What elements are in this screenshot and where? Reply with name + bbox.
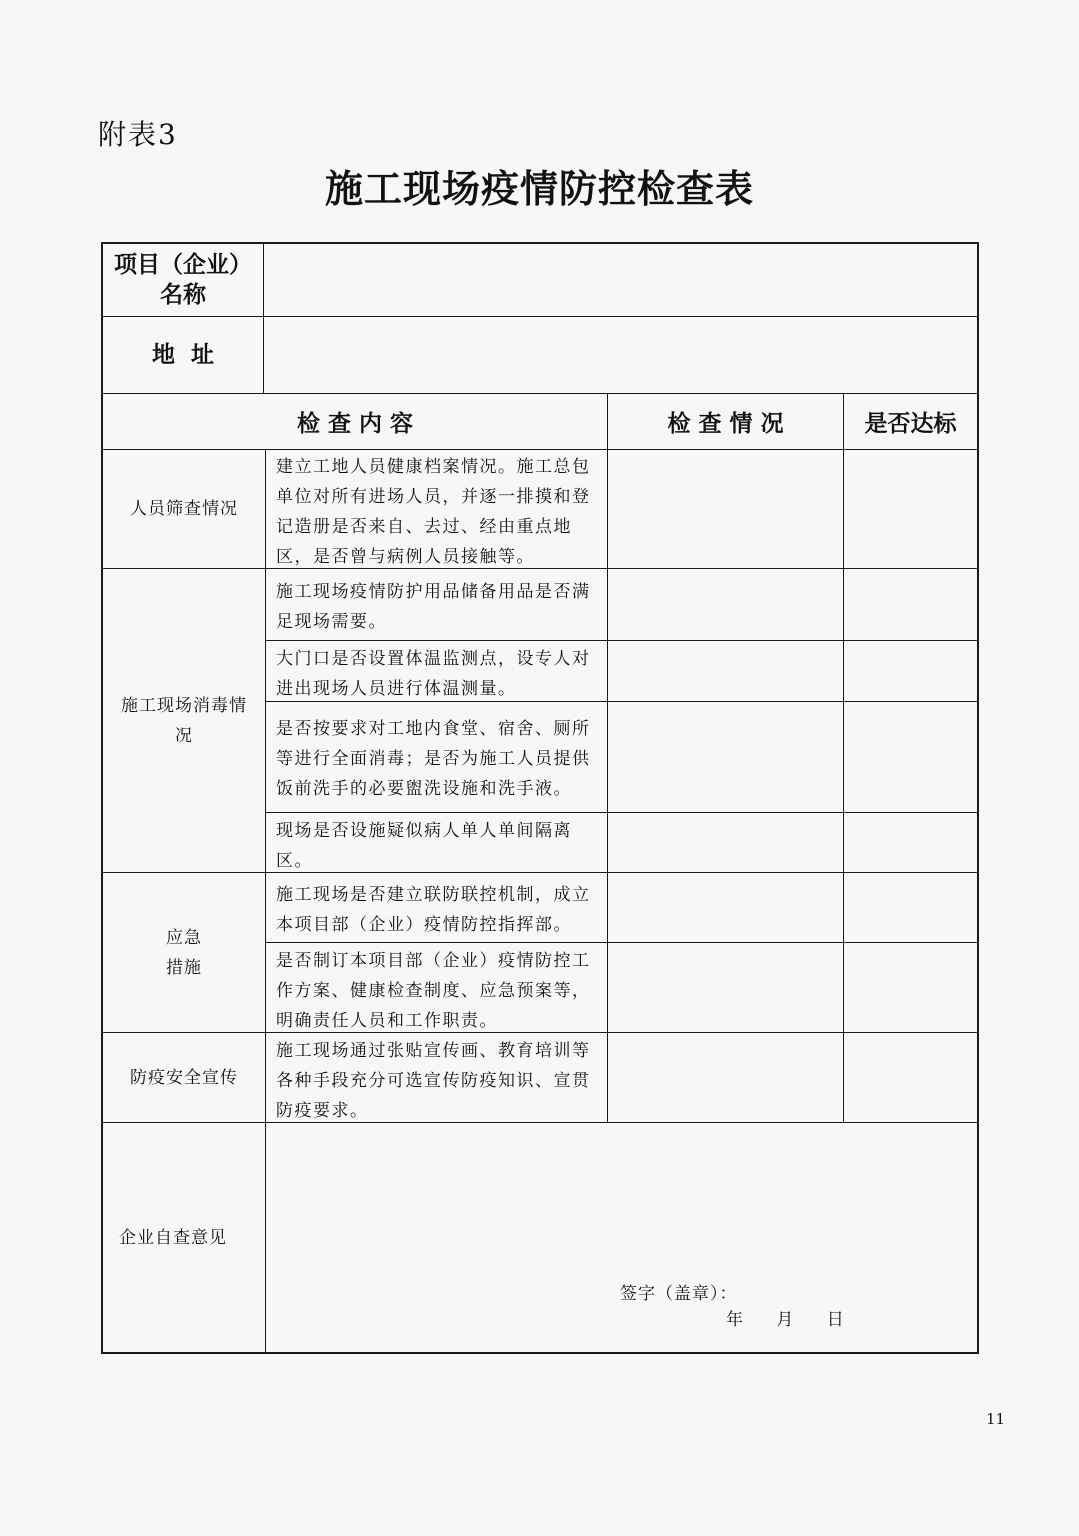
category-site-disinfection: 施工现场消毒情况 [121, 695, 247, 746]
check-item: 建立工地人员健康档案情况。施工总包单位对所有进场人员，并逐一排摸和登记造册是否来自、去过、经由重点地区，是否曾与病例人员接触等。 [276, 457, 591, 567]
self-check-label: 企业自查意见 [119, 1227, 227, 1248]
column-header-status: 检 查 情 况 [667, 411, 784, 437]
status-cell[interactable] [608, 450, 843, 568]
compliant-cell[interactable] [844, 569, 977, 640]
compliant-cell[interactable] [844, 641, 977, 701]
check-item: 施工现场疫情防护用品储备用品是否满足现场需要。 [276, 582, 591, 632]
status-cell[interactable] [608, 813, 843, 872]
status-cell[interactable] [608, 641, 843, 701]
signature-label: 签字（盖章）： [620, 1284, 738, 1304]
category-emergency-measures: 应急措施 [166, 927, 202, 978]
compliant-cell[interactable] [844, 873, 977, 942]
date-label: 年 月 日 [726, 1310, 844, 1330]
compliant-cell[interactable] [844, 943, 977, 1032]
self-check-opinion[interactable] [266, 1123, 977, 1273]
project-name-value[interactable] [264, 244, 977, 316]
compliant-cell[interactable] [844, 1033, 977, 1122]
category-personnel-screening: 人员筛查情况 [130, 499, 238, 519]
compliant-cell[interactable] [844, 702, 977, 812]
column-header-compliant: 是否达标 [864, 411, 957, 437]
check-item: 是否制订本项目部（企业）疫情防控工作方案、健康检查制度、应急预案等，明确责任人员和工作职责。 [276, 951, 591, 1031]
compliant-cell[interactable] [844, 450, 977, 568]
status-cell[interactable] [608, 943, 843, 1032]
status-cell[interactable] [608, 1033, 843, 1122]
address-label: 地 址 [151, 342, 214, 368]
status-cell[interactable] [608, 702, 843, 812]
check-item: 大门口是否设置体温监测点，设专人对进出现场人员进行体温测量。 [276, 649, 591, 699]
page-number: 11 [986, 1410, 1006, 1428]
check-item: 是否按要求对工地内食堂、宿舍、厕所等进行全面消毒；是否为施工人员提供饭前洗手的必要盥洗设施和洗手液。 [276, 719, 591, 799]
column-header-content: 检 查 内 容 [296, 411, 414, 437]
check-item: 现场是否设施疑似病人单人单间隔离区。 [276, 821, 572, 871]
table-border-bottom [101, 1352, 979, 1354]
address-value[interactable] [264, 317, 977, 393]
status-cell[interactable] [608, 873, 843, 942]
status-cell[interactable] [608, 569, 843, 640]
page-label: 附表3 [98, 118, 178, 151]
document-title: 施工现场疫情防控检查表 [324, 167, 754, 211]
check-item: 施工现场通过张贴宣传画、教育培训等各种手段充分可选宣传防疫知识、宣贯防疫要求。 [276, 1041, 591, 1121]
compliant-cell[interactable] [844, 813, 977, 872]
project-name-label: 项目（企业）名称 [114, 252, 252, 308]
category-prevention-publicity: 防疫安全宣传 [130, 1067, 238, 1088]
table-border-right [977, 242, 979, 1354]
check-item: 施工现场是否建立联防联控机制，成立本项目部（企业）疫情防控指挥部。 [276, 885, 591, 935]
